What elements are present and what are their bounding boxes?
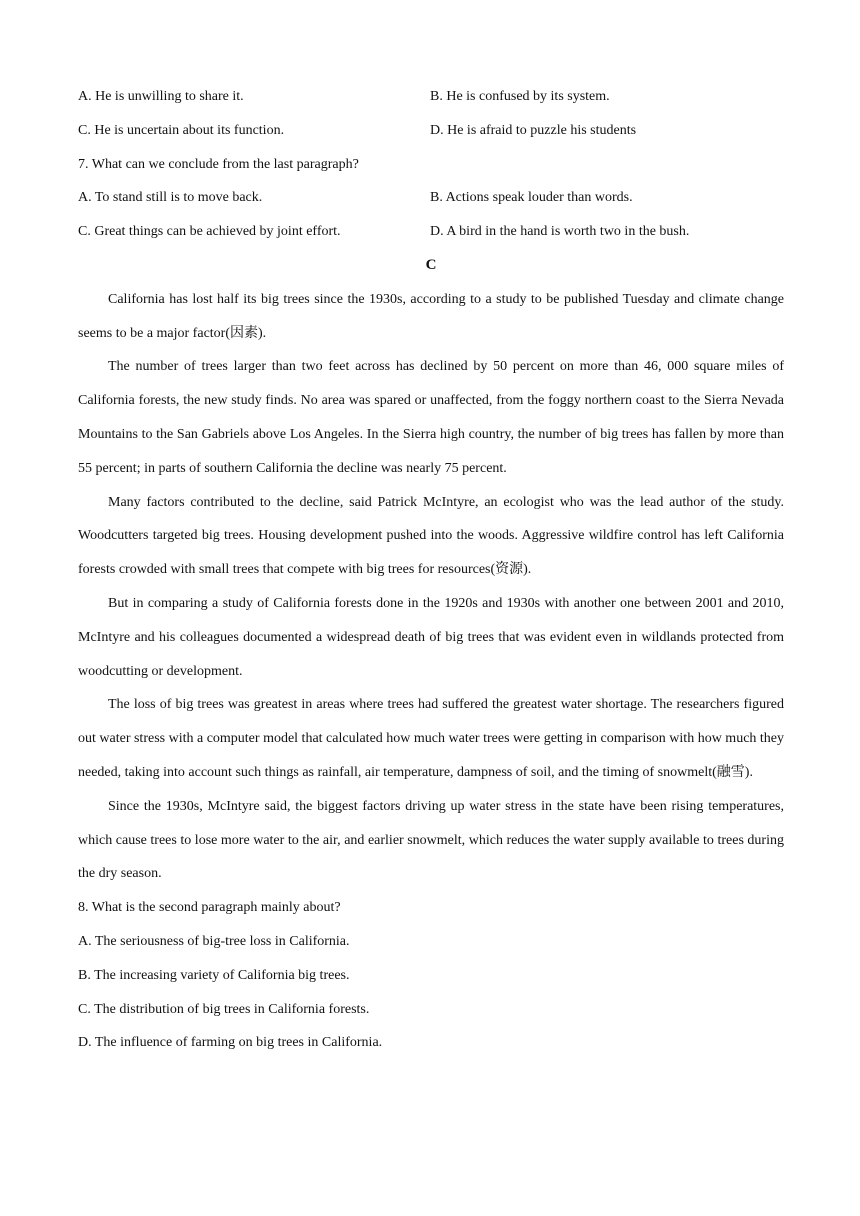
q6-option-a: A. He is unwilling to share it.	[78, 89, 244, 104]
q7-options-row-1	[78, 181, 784, 215]
q8-option-b: B. The increasing variety of California big trees.	[78, 967, 350, 983]
q8-option-c: C. The distribution of big trees in California forests.	[78, 1001, 370, 1017]
q6-option-b: B. He is confused by its system.	[430, 89, 610, 104]
q6-options-row-1	[78, 80, 784, 114]
q7-option-c: C. Great things can be achieved by joint effort.	[78, 224, 341, 240]
q8-option-d: D. The influence of farming on big trees in California.	[78, 1035, 383, 1051]
passage-paragraph-5: The loss of big trees was greatest in areas where trees had suffered the greatest water shortage. The researchers figured out water stress with a computer model that calculated how much water trees were getting in comparison with how much they needed, taking into account such things as rainfall, air temperature, dampness of soil, and the timing of snowmelt(融雪).	[78, 697, 785, 780]
q7-options-row-2	[78, 215, 784, 249]
q7-question: 7. What can we conclude from the last paragraph?	[78, 156, 359, 172]
passage-paragraph-1: California has lost half its big trees since the 1930s, according to a study to be published Tuesday and climate change seems to be a major factor(因素).	[78, 291, 784, 341]
passage-paragraph-2: The number of trees larger than two feet across has declined by 50 percent on more than 46, 000 square miles of California forests, the new study finds. No area was spared or unaffected, from the foggy northern coast to the Sierra Nevada Mountains to the San Gabriels above Los Angeles. In the Sierra high country, the number of big trees has fallen by more than 55 percent; in parts of southern California the decline was nearly 75 percent.	[78, 359, 784, 476]
q7-option-d: D. A bird in the hand is worth two in the bush.	[430, 224, 690, 240]
q6-options-row-2	[78, 114, 784, 148]
q8-option-a: A. The seriousness of big-tree loss in California.	[78, 933, 350, 949]
passage-section-label: C	[425, 256, 437, 273]
q6-option-d: D. He is afraid to puzzle his students	[430, 122, 637, 138]
q6-option-c: C. He is uncertain about its function.	[78, 122, 285, 138]
q7-option-b: B. Actions speak louder than words.	[430, 190, 633, 206]
q8-question: 8. What is the second paragraph mainly about?	[78, 900, 341, 916]
passage-paragraph-4: But in comparing a study of California forests done in the 1920s and 1930s with another one between 2001 and 2010, McIntyre and his colleagues documented a widespread death of big trees that was evident even in wildlands protected from woodcutting or development.	[78, 595, 784, 679]
passage-paragraph-6: Since the 1930s, McIntyre said, the biggest factors driving up water stress in the state have been rising temperatures, which cause trees to lose more water to the air, and earlier snowmelt, which reduces the water supply available to trees during the dry season.	[78, 798, 784, 882]
q7-option-a: A. To stand still is to move back.	[78, 190, 263, 206]
passage-paragraph-3: Many factors contributed to the decline, said Patrick McIntyre, an ecologist who was the lead author of the study. Woodcutters targeted big trees. Housing development pushed into the woods. Aggressive wildfire control has left California forests crowded with small trees that compete with big trees for resources(资源).	[78, 494, 784, 578]
exam-page	[78, 80, 784, 1060]
